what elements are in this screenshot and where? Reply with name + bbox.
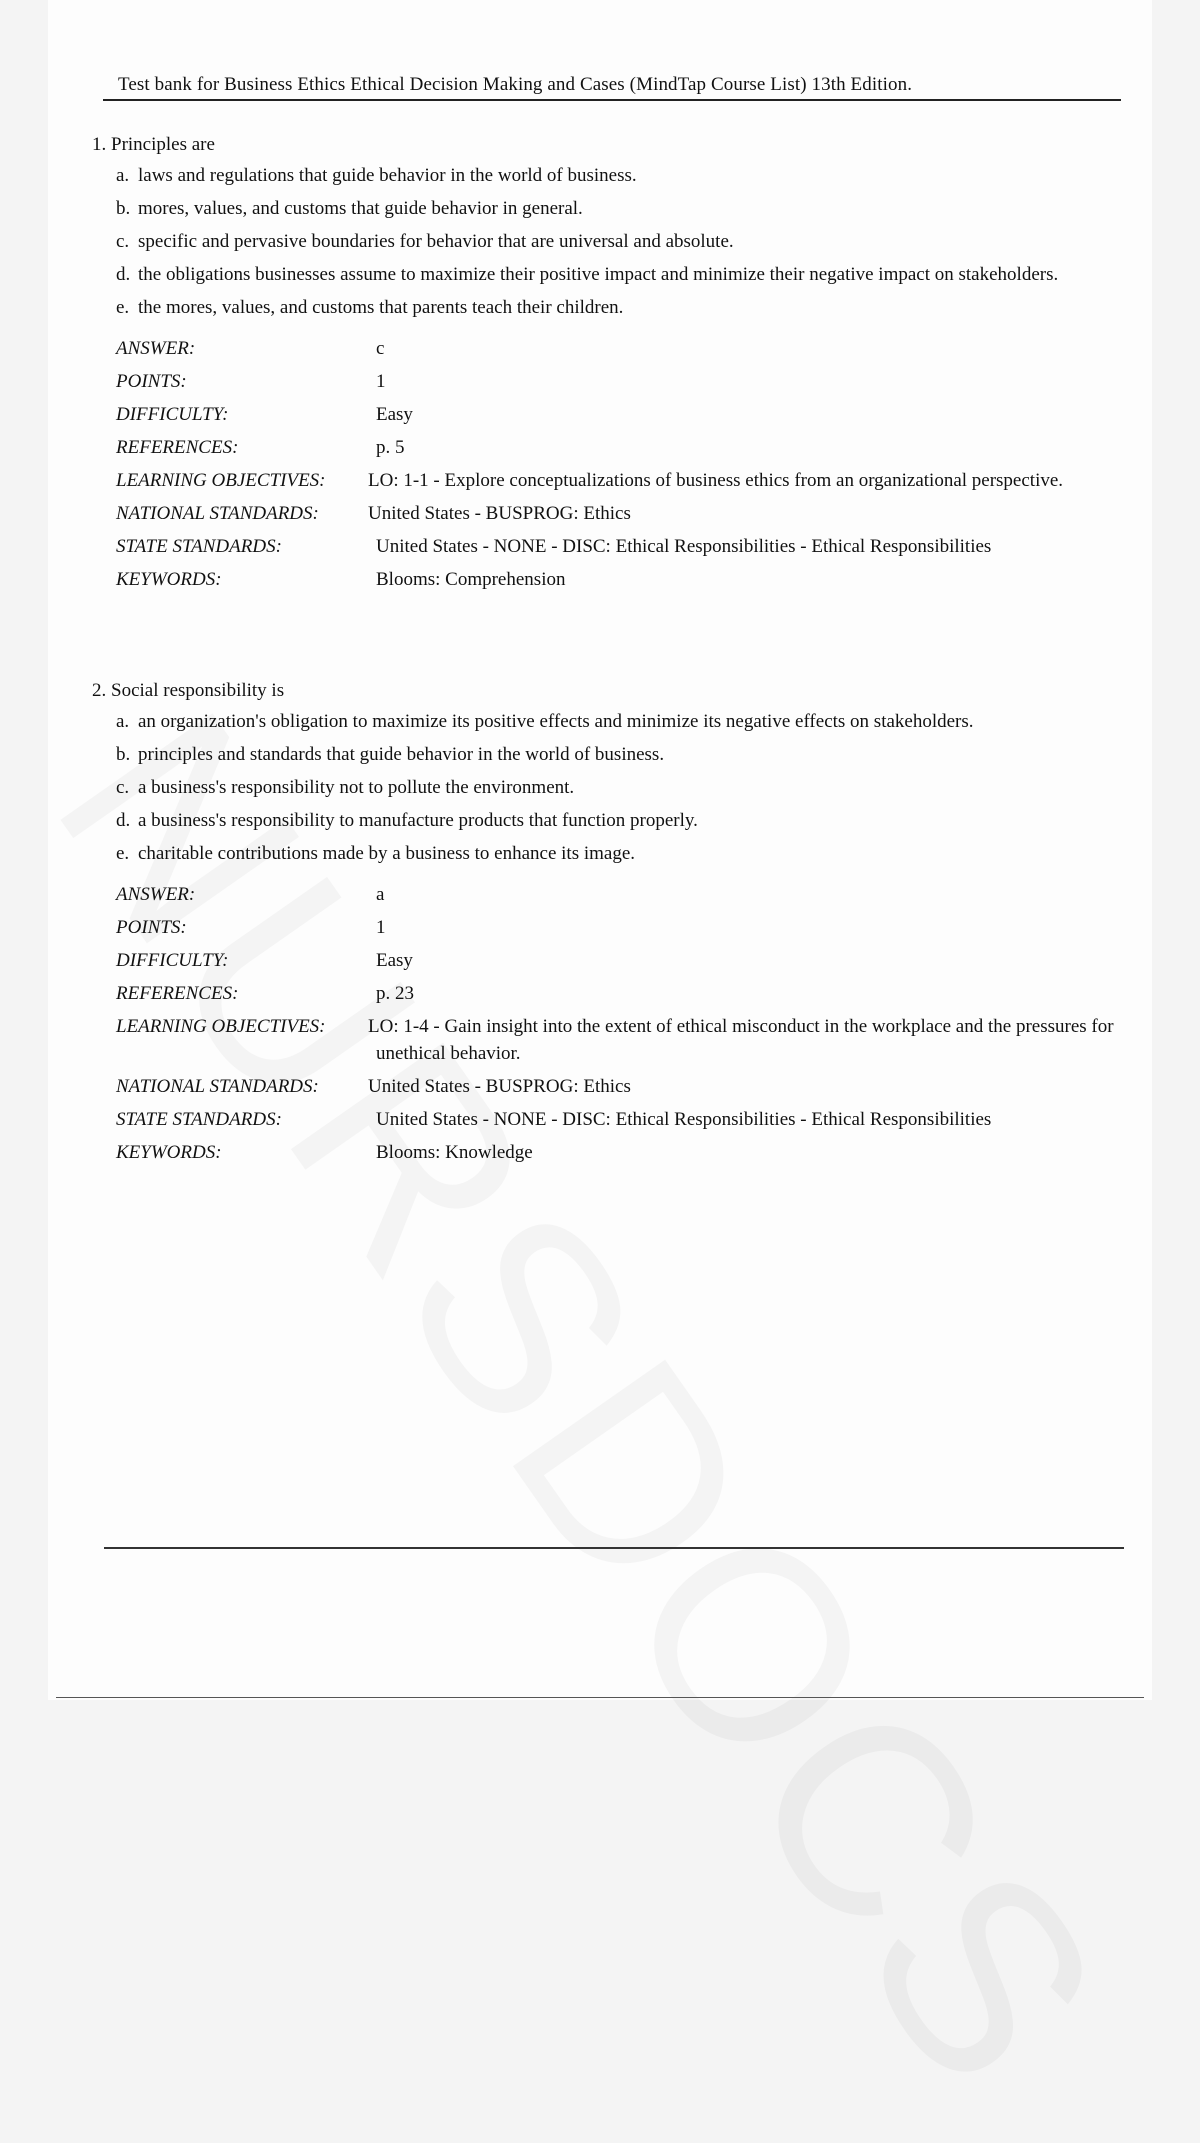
choice-c (92, 228, 1132, 255)
meta-value: United States - NONE - DISC: Ethical Responsibilities - Ethical Responsibilities (376, 536, 992, 557)
choice-letter: c. (116, 231, 130, 252)
choice-text: principles and standards that guide behavior in the world of business. (138, 744, 665, 765)
meta-references (92, 434, 1132, 461)
choice-c (92, 774, 1132, 801)
meta-value: United States - NONE - DISC: Ethical Responsibilities - Ethical Responsibilities (376, 1109, 992, 1130)
meta-keywords (92, 1139, 1132, 1166)
meta-value: p. 23 (376, 983, 414, 1004)
choice-letter: c. (116, 777, 130, 798)
meta-points (92, 914, 1132, 941)
meta-label: ANSWER: (116, 884, 196, 905)
meta-national-standards (92, 500, 1132, 527)
header-divider (103, 99, 1121, 101)
choice-text: the mores, values, and customs that parents teach their children. (138, 297, 624, 318)
meta-label: LEARNING OBJECTIVES: (116, 1016, 326, 1037)
meta-label: DIFFICULTY: (116, 950, 229, 971)
choice-text: charitable contributions made by a business to enhance its image. (138, 843, 636, 864)
choice-text: mores, values, and customs that guide behavior in general. (138, 198, 583, 219)
meta-value: United States - BUSPROG: Ethics (368, 1076, 631, 1097)
meta-value: Blooms: Comprehension (376, 569, 566, 590)
footer-divider (104, 1547, 1124, 1549)
choice-b (92, 195, 1132, 222)
choice-text: laws and regulations that guide behavior in the world of business. (138, 165, 637, 186)
meta-points (92, 368, 1132, 395)
meta-state-standards (92, 1106, 1132, 1133)
meta-learning-objectives (92, 467, 1132, 494)
meta-learning-objectives (92, 1013, 1132, 1067)
choice-letter: d. (116, 264, 131, 285)
meta-label: KEYWORDS: (116, 569, 222, 590)
meta-value: United States - BUSPROG: Ethics (368, 503, 631, 524)
meta-value: a (376, 884, 385, 905)
meta-difficulty (92, 947, 1132, 974)
meta-label: DIFFICULTY: (116, 404, 229, 425)
question-metadata (92, 335, 1132, 593)
choice-e (92, 840, 1132, 867)
question-1 (92, 128, 1132, 599)
choice-text: the obligations businesses assume to maximize their positive impact and minimize their negative impact on stakeholders. (138, 264, 1059, 285)
question-metadata (92, 881, 1132, 1166)
choice-text: an organization's obligation to maximize its positive effects and minimize its negative effects on stakeholders. (138, 711, 974, 732)
meta-value: p. 5 (376, 437, 405, 458)
meta-value: Blooms: Knowledge (376, 1142, 533, 1163)
meta-label: STATE STANDARDS: (116, 536, 282, 557)
meta-label: ANSWER: (116, 338, 196, 359)
choice-d (92, 261, 1132, 288)
meta-answer (92, 881, 1132, 908)
meta-value: Easy (376, 404, 413, 425)
meta-label: POINTS: (116, 917, 187, 938)
meta-value: 1 (376, 371, 386, 392)
meta-value: c (376, 338, 385, 359)
choice-text: a business's responsibility to manufacture products that function properly. (138, 810, 698, 831)
choice-letter: e. (116, 843, 130, 864)
choice-text: a business's responsibility not to pollute the environment. (138, 777, 575, 798)
choice-d (92, 807, 1132, 834)
choice-letter: b. (116, 744, 131, 765)
meta-label: REFERENCES: (116, 983, 239, 1004)
page-bottom-edge (56, 1697, 1144, 1698)
meta-value: Easy (376, 950, 413, 971)
question-stem: 2. Social responsibility is (92, 680, 285, 701)
meta-difficulty (92, 401, 1132, 428)
meta-references (92, 980, 1132, 1007)
meta-value: LO: 1-1 - Explore conceptualizations of business ethics from an organizational perspective. (368, 470, 1064, 491)
choice-e (92, 294, 1132, 321)
choice-letter: a. (116, 711, 130, 732)
meta-label: NATIONAL STANDARDS: (116, 1076, 319, 1097)
page-header-title: Test bank for Business Ethics Ethical Decision Making and Cases (MindTap Course List) 13th Edition. (118, 74, 913, 95)
meta-keywords (92, 566, 1132, 593)
meta-state-standards (92, 533, 1132, 560)
choice-text: specific and pervasive boundaries for behavior that are universal and absolute. (138, 231, 734, 252)
meta-label: NATIONAL STANDARDS: (116, 503, 319, 524)
choice-letter: a. (116, 165, 130, 186)
meta-label: LEARNING OBJECTIVES: (116, 470, 326, 491)
choice-letter: b. (116, 198, 131, 219)
choice-a (92, 708, 1132, 735)
meta-national-standards (92, 1073, 1132, 1100)
meta-label: REFERENCES: (116, 437, 239, 458)
meta-label: KEYWORDS: (116, 1142, 222, 1163)
choice-b (92, 741, 1132, 768)
question-2 (92, 674, 1132, 1172)
question-stem: 1. Principles are (92, 134, 215, 155)
meta-value: LO: 1-4 - Gain insight into the extent of ethical misconduct in the workplace and the pressures for unethical behavior. (368, 1016, 1114, 1064)
meta-value: 1 (376, 917, 386, 938)
meta-label: STATE STANDARDS: (116, 1109, 282, 1130)
meta-answer (92, 335, 1132, 362)
choice-letter: d. (116, 810, 131, 831)
meta-label: POINTS: (116, 371, 187, 392)
choice-a (92, 162, 1132, 189)
choice-letter: e. (116, 297, 130, 318)
